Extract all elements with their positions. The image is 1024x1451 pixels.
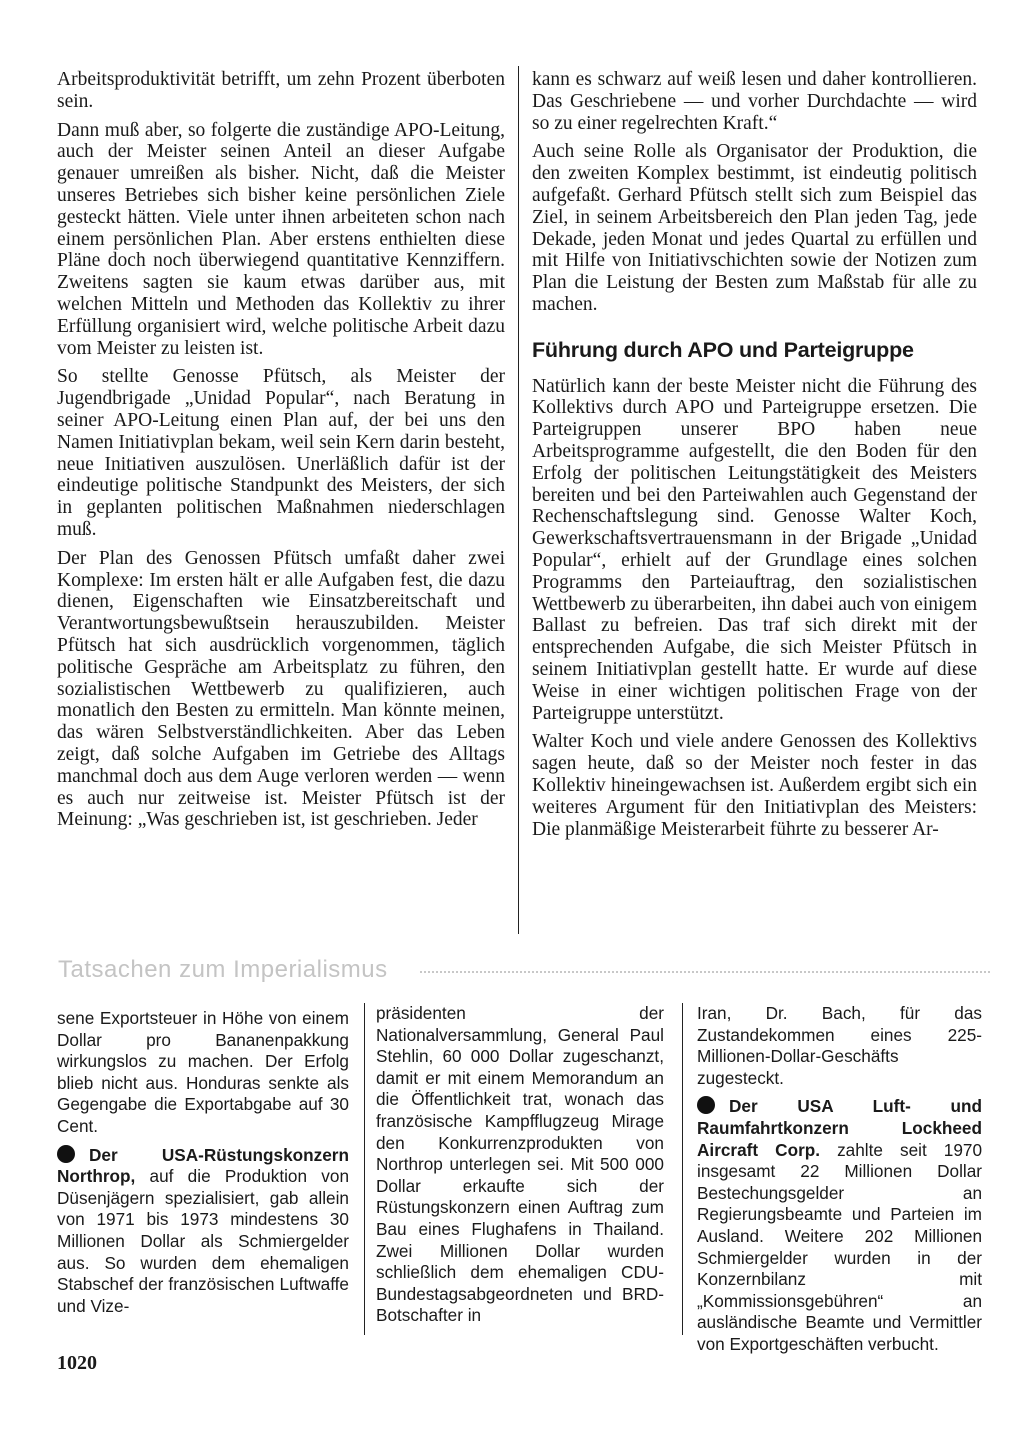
article-paragraph: Natürlich kann der beste Meister nicht die Führung des Kollektivs durch APO und Parteigruppe ersetzen. Die Parteigruppen unserer BPO haben neue Arbeitsprogramme aufgestellt, die den Boden für den Erfolg der politischen Leitungstätigkeit des Meisters bereiten und bei den Parteiwahlen auch Gegenstand der Rechenschaftslegung sind. Genosse Walter Koch, Gewerkschaftsvertrauensmann in der Brigade „Unidad Popular“, erhielt auf der Grundlage eines solchen Programms den Parteiauftrag, den sozialistischen Wettbewerb zu überarbeiten, ihn dabei auch von einigem Ballast zu befreien. Das traf sich direkt mit der entsprechenden Aufgabe, die sich Meister Pfütsch in seinem Initiativplan gestellt hatte. Er wurde auf diese Weise in einer wichtigen politischen Frage von der Parteigruppe unterstützt. [532,375,977,724]
section-banner-rule [420,971,990,973]
article-column-left [57,69,505,838]
facts-item-lockheed [697,1096,982,1355]
article-paragraph: Walter Koch und viele andere Genossen des Kollektivs sagen heute, daß so der Meister noch fester in das Kollektiv hineingewachsen ist. Außerdem ergibt sich ein weiteres Argument für den Initiativplan des Meisters: Die planmäßige Meisterarbeit führte zu besserer Ar- [532,731,977,840]
article-paragraph: Der Plan des Genossen Pfütsch umfaßt daher zwei Komplexe: Im ersten hält er alle Aufgaben fest, die dazu dienen, Eigenschaften wie Einsatzbereitschaft und Verantwortungsbewußtsein herauszubilden. Meister Pfütsch hat sich ausdrücklich vorgenommen, täglich politische Gespräche am Arbeitsplatz zu führen, den sozialistischen Wettbewerb zu qualifizieren, auch monatlich den Besten zu ermitteln. Man könnte meinen, das wären Selbstverständlichkeiten. Aber das Leben zeigt, daß solche Aufgaben im Getriebe des Alltags manchmal doch aus dem Auge verloren werden — wenn es auch nur zeitweise ist. Meister Pfütsch ist der Meinung: „Was geschrieben ist, ist geschrieben. Jeder [57,547,505,831]
article-column-right [532,69,977,847]
facts-item-lead: Der USA-Rüstungskonzern Northrop, [57,1144,349,1187]
article-paragraph: So stellte Genosse Pfütsch, als Meister der Jugendbrigade „Unidad Popular“, nach Beratung in seiner APO-Leitung einen Plan auf, der bei uns den Namen Initiativplan bekam, weil sein Kern darin besteht, neue Initiativen auszulösen. Unerläßlich dafür ist der eindeutige politische Standpunkt des Meisters, der sich in geplanten politischen Maßnahmen niederschlagen muß. [57,366,505,540]
article-paragraph: Dann muß aber, so folgerte die zuständige APO-Leitung, auch der Meister seinen Anteil an dieser Aufgabe genauer umreißen als bisher. Nicht, daß die Meister unseres Betriebes sich bisher keine persönlichen Ziele gesteckt hätten. Viele unter ihnen arbeiteten schon nach einem persönlichen Plan. Aber erstens enthielten diese Pläne doch noch überwiegend quantitative Kennziffern. Zweitens sagten sie kaum etwas darüber aus, mit welchen Mitteln und Methoden das Kollektiv zu ihrer Erfüllung organisiert wird, welche politische Arbeit dazu vom Meister zu leisten ist. [57,119,505,359]
facts-item-text: auf die Produktion von Düsenjägern spezialisiert, gab allein von 1971 bis 1973 mindestens 30 Millionen Dollar als Schmiergelder aus. So wurden dem ehemaligen Stabschef der französischen Luftwaffe und Vize- [57,1166,349,1316]
column-divider [682,1003,683,1335]
facts-paragraph: Iran, Dr. Bach, für das Zustandekommen eines 225-Millionen-Dollar-Geschäfts zugesteckt. [697,1003,982,1088]
column-divider [364,1003,365,1335]
facts-column-3 [697,1003,982,1363]
article-paragraph: kann es schwarz auf weiß lesen und daher kontrollieren. Das Geschriebene — und vorher Durchdachte — wird so zu einer regelrechten Kraft.“ [532,69,977,134]
facts-item-text: zahlte seit 1970 insgesamt 22 Millionen Dollar Bestechungsgelder an Regierungsbeamte und Parteien im Ausland. Weitere 202 Millionen Schmiergelder wurden in der Konzernbilanz mit „Kommissionsgebühren“ an ausländische Beamte und Vermittler von Exportgeschäften verbucht. [697,1139,983,1354]
section-banner-title: Tatsachen zum Imperialismus [58,956,388,983]
page-number: 1020 [57,1352,97,1374]
article-paragraph: Auch seine Rolle als Organisator der Produktion, die den zweiten Komplex bestimmt, ist eindeutig politisch aufgefaßt. Gerhard Pfütsch stellt sich zum Beispiel das Ziel, in seinem Arbeitsbereich den Plan jeden Tag, jede Dekade, jeden Monat und jedes Quartal zu erfüllen und mit Hilfe von Initiativschichten sowie der Notizen zum Plan die Leistung der Besten zum Maßstab für alle zu machen. [532,141,977,315]
section-heading: Führung durch APO und Parteigruppe [532,337,914,362]
facts-paragraph: sene Exportsteuer in Höhe von einem Dollar pro Bananenpakkung wirkungslos zu machen. Der Erfolg blieb nicht aus. Honduras senkte als Gegengabe die Exportabgabe auf 30 Cent. [57,1008,349,1136]
facts-item-northrop [57,1145,349,1318]
bullet-icon [697,1096,715,1114]
facts-paragraph: präsidenten der Nationalversammlung, General Paul Stehlin, 60 000 Dollar zugeschanzt, damit er mit einem Memorandum an die Öffentlichkeit trat, wonach das französische Kampfflugzeug Mirage den Konkurrenzprodukten von Northrop unterlegen sei. Mit 500 000 Dollar erkaufte sich der Rüstungskonzern einen Auftrag zum Bau eines Flughafens in Thailand. Zwei Millionen Dollar wurden schließlich dem ehemaligen CDU-Bundestagsabgeordneten und BRD-Botschafter in [376,1003,664,1326]
article-paragraph: Arbeitsproduktivität betrifft, um zehn Prozent überboten sein. [57,69,505,112]
facts-column-1 [57,1008,349,1324]
bullet-icon [57,1145,75,1163]
facts-item-lead: Der USA Luft- und Raumfahrtkonzern Lockheed Aircraft Corp. [697,1096,982,1160]
facts-column-2 [376,1003,664,1334]
column-divider [518,66,519,934]
section-banner [58,952,993,992]
